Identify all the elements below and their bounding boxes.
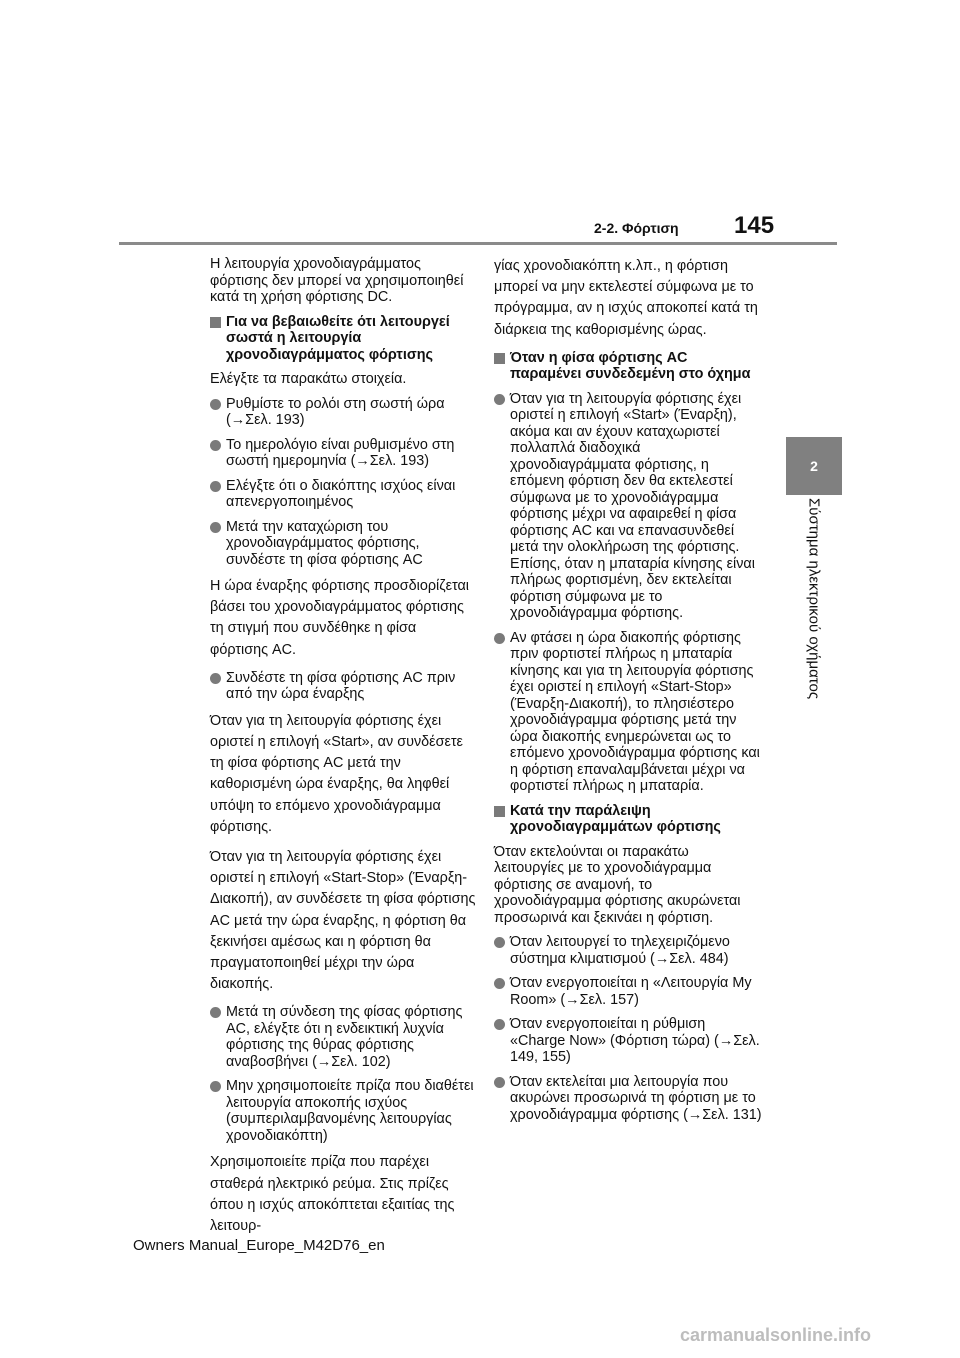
- bullet-item: [494, 975, 762, 1008]
- bullet-text: Μην χρησιμοποιείτε πρίζα που διαθέτει λειτουργία αποκοπής ισχύος (συμπεριλαμβανομένης λειτουργίας χρονοδιακόπτη): [226, 1078, 474, 1144]
- round-bullet-icon: [494, 1019, 505, 1030]
- round-bullet-icon: [210, 440, 221, 451]
- paragraph: Χρησιμοποιείτε πρίζα που παρέχει σταθερά ηλεκτρικό ρεύμα. Στις πρίζες όπου η ισχύς αποκόπτεται εξαιτίας της λειτουρ-: [210, 1154, 455, 1235]
- footer-text: Owners Manual_Europe_M42D76_en: [133, 1237, 385, 1254]
- subheading: [494, 350, 762, 383]
- bullet-item: [210, 1004, 478, 1070]
- bullet-text: Μετά τη σύνδεση της φίσας φόρτισης AC, ελέγξτε ότι η ενδεικτική λυχνία φόρτισης της θύρας φόρτισης αναβοσβήνει (→Σελ. 102): [226, 1004, 463, 1070]
- header-divider: [119, 242, 837, 245]
- bullet-text: Ρυθμίστε το ρολόι στη σωστή ώρα (→Σελ. 193): [226, 395, 445, 428]
- paragraph: γίας χρονοδιακόπτη κ.λπ., η φόρτιση μπορεί να μην εκτελεστεί σύμφωνα με το πρόγραμμα, αν η ισχύς αποκοπεί κατά τη διάρκεια της καθορισμένης ώρας.: [494, 258, 758, 338]
- bullet-text: Όταν ενεργοποιείται η ρύθμιση «Charge Now» (Φόρτιση τώρα) (→Σελ. 149, 155): [510, 1016, 760, 1066]
- left-column: [210, 256, 478, 1246]
- chapter-label-container: [786, 498, 842, 778]
- subheading-text: Όταν η φίσα φόρτισης AC παραμένει συνδεδεμένη στο όχημα: [510, 349, 751, 383]
- bullet-item: [494, 630, 762, 795]
- round-bullet-icon: [210, 481, 221, 492]
- bullet-text: Ελέγξτε ότι ο διακόπτης ισχύος είναι απενεργοποιημένος: [226, 477, 456, 510]
- paragraph: Η ώρα έναρξης φόρτισης προσδιορίζεται βάσει του χρονοδιαγράμματος φόρτισης τη στιγμή που συνδέθηκε η φίσα φόρτισης AC.: [210, 578, 469, 658]
- square-bullet-icon: [494, 353, 505, 364]
- square-bullet-icon: [494, 806, 505, 817]
- bullet-item: [494, 934, 762, 967]
- round-bullet-icon: [494, 978, 505, 989]
- bullet-text: Όταν ενεργοποιείται η «Λειτουργία My Room» (→Σελ. 157): [510, 975, 752, 1008]
- bullet-text: Συνδέστε τη φίσα φόρτισης AC πριν από την ώρα έναρξης: [226, 669, 456, 703]
- bullet-text: Αν φτάσει η ώρα διακοπής φόρτισης πριν φορτιστεί πλήρως η μπαταρία κίνησης και για τη λειτουργία φόρτισης έχει οριστεί η επιλογή «Start-Stop» (Έναρξη-Διακοπή), το πλησιέστερο χρονοδιάγραμμα φόρτισης μετά την ώρα διακοπής ενημερώνεται ως το επόμενο χρονοδιάγραμμα φόρτισης και η φόρτιση επαναλαμβάνεται μέχρι να φορτιστεί πλήρως η μπαταρία.: [510, 629, 760, 795]
- page-number: 145: [734, 212, 775, 239]
- round-bullet-icon: [494, 633, 505, 644]
- chapter-tab: [786, 437, 842, 495]
- bullet-item: [210, 396, 478, 429]
- round-bullet-icon: [494, 1077, 505, 1088]
- subheading-text: Για να βεβαιωθείτε ότι λειτουργεί σωστά η λειτουργία χρονοδιαγράμματος φόρτισης: [226, 313, 450, 363]
- subheading: [210, 314, 478, 364]
- paragraph: Όταν εκτελούνται οι παρακάτω λειτουργίες με το χρονοδιάγραμμα φόρτισης σε αναμονή, το χρονοδιάγραμμα φόρτισης ακυρώνεται προσωρινά και ξεκινάει η φόρτιση.: [494, 843, 741, 926]
- round-bullet-icon: [210, 673, 221, 684]
- right-column: [494, 256, 762, 1131]
- bullet-text: Όταν για τη λειτουργία φόρτισης έχει οριστεί η επιλογή «Start» (Έναρξη), ακόμα και αν έχουν καταχωριστεί πολλαπλά διαδοχικά χρονοδιαγράμματα φόρτισης, η επόμενη φόρτιση δεν θα εκτελεστεί σύμφωνα με το χρονοδιάγραμμα φόρτισης μέχρι να αφαιρεθεί η φίσα φόρτισης AC και να επανασυνδεθεί μετά την ολοκλήρωση της φόρτισης. Επίσης, όταν η μπαταρία κίνησης είναι πλήρως φορτισμένη, δεν εκτελείται φόρτιση σύμφωνα με το χρονοδιάγραμμα φόρτισης.: [510, 390, 755, 622]
- bullet-item: [210, 437, 478, 470]
- subheading-text: Κατά την παράλειψη χρονοδιαγραμμάτων φόρτισης: [510, 802, 721, 836]
- bullet-item: [210, 670, 478, 703]
- round-bullet-icon: [210, 399, 221, 410]
- bullet-item: [494, 391, 762, 622]
- watermark: carmanualsonline.info: [680, 1325, 872, 1345]
- intro-paragraph: Η λειτουργία χρονοδιαγράμματος φόρτισης δεν μπορεί να χρησιμοποιηθεί κατά τη χρήση φόρτισης DC.: [210, 256, 464, 305]
- round-bullet-icon: [494, 937, 505, 948]
- bullet-text: Μετά την καταχώριση του χρονοδιαγράμματος φόρτισης, συνδέστε τη φίσα φόρτισης AC: [226, 518, 423, 568]
- round-bullet-icon: [210, 1007, 221, 1018]
- section-title: 2-2. Φόρτιση: [594, 220, 679, 236]
- round-bullet-icon: [494, 394, 505, 405]
- chapter-number: 2: [810, 458, 818, 474]
- paragraph: Ελέγξτε τα παρακάτω στοιχεία.: [210, 371, 407, 387]
- bullet-item: [210, 478, 478, 511]
- bullet-item: [494, 1016, 762, 1066]
- bullet-text: Όταν εκτελείται μια λειτουργία που ακυρώνει προσωρινά τη φόρτιση με το χρονοδιάγραμμα φόρτισης (→Σελ. 131): [510, 1073, 762, 1123]
- bullet-item: [494, 1074, 762, 1124]
- subheading: [494, 803, 762, 836]
- chapter-label: Σύστημα ηλεκτρικού οχήματος: [805, 498, 823, 700]
- round-bullet-icon: [210, 1081, 221, 1092]
- bullet-text: Όταν λειτουργεί το τηλεχειριζόμενο σύστημα κλιματισμού (→Σελ. 484): [510, 934, 730, 967]
- round-bullet-icon: [210, 522, 221, 533]
- square-bullet-icon: [210, 317, 221, 328]
- bullet-item: [210, 519, 478, 569]
- bullet-text: Το ημερολόγιο είναι ρυθμισμένο στη σωστή ημερομηνία (→Σελ. 193): [226, 436, 455, 469]
- bullet-item: [210, 1078, 478, 1144]
- paragraph: Όταν για τη λειτουργία φόρτισης έχει οριστεί η επιλογή «Start», αν συνδέσετε τη φίσα φόρτισης AC μετά την καθορισμένη ώρα έναρξης, θα ληφθεί υπόψη το επόμενο χρονοδιάγραμμα φόρτισης.: [210, 712, 463, 835]
- paragraph: Όταν για τη λειτουργία φόρτισης έχει οριστεί η επιλογή «Start-Stop» (Έναρξη-Διακοπή), αν συνδέσετε τη φίσα φόρτισης AC μετά την ώρα έναρξης, η φόρτιση θα ξεκινήσει αμέσως και η φόρτιση θα πραγματοποιηθεί μέχρι την ώρα διακοπής.: [210, 849, 476, 993]
